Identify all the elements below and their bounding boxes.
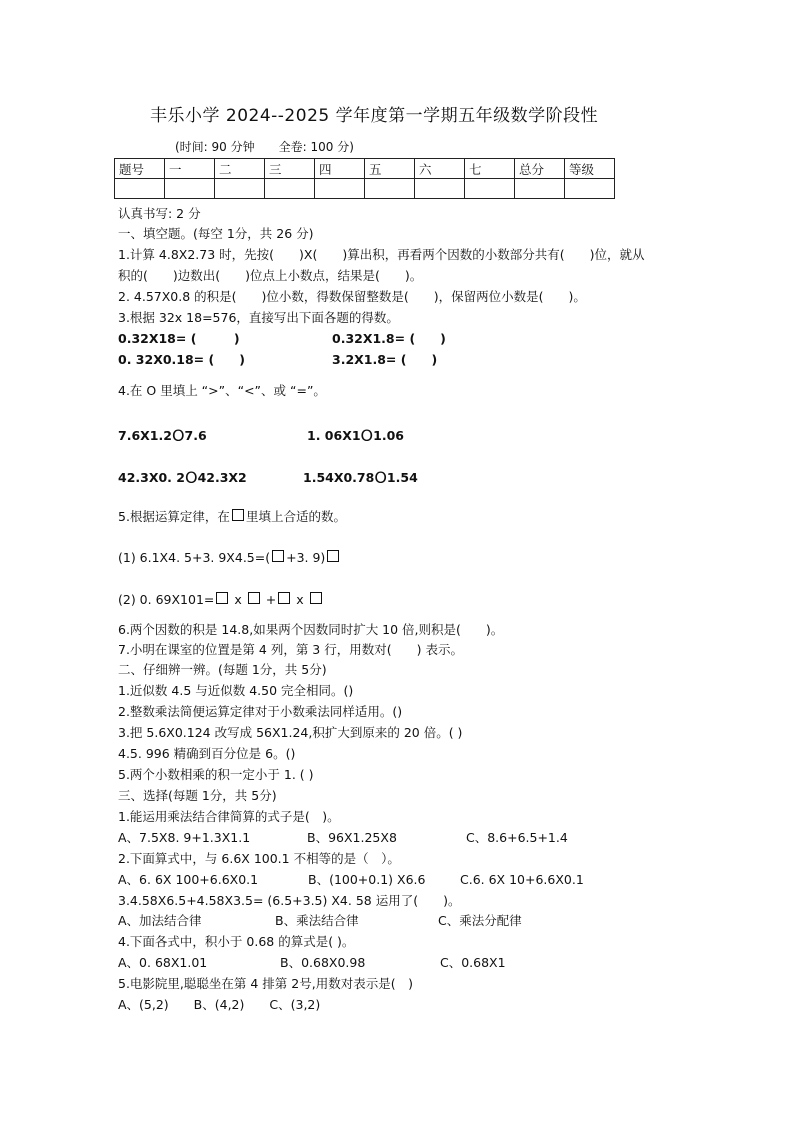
judge-1: 1.近似数 4.5 与近似数 4.50 完全相同。() (118, 683, 354, 698)
question-4d (303, 468, 418, 487)
choice-2-option-b[interactable]: B、(100+0.1) X6.6 (308, 872, 426, 887)
score-table (114, 158, 615, 199)
plus-sign: + (265, 592, 277, 607)
choice-3-option-c[interactable]: C、乘法分配律 (438, 913, 522, 928)
answer-box[interactable] (248, 592, 260, 604)
score-blank-cell[interactable] (465, 179, 515, 199)
choice-2-option-c[interactable]: C.6. 6X 10+6.6X0.1 (460, 872, 584, 887)
score-blank-cell[interactable] (165, 179, 215, 199)
score-header-cell: 三 (265, 159, 315, 179)
question-4: 4.在 O 里填上 “>”、“<”、或 “=”。 (118, 383, 326, 398)
score-header-cell: 总分 (515, 159, 565, 179)
question-5 (118, 509, 346, 524)
question-2: 2. 4.57X0.8 的积是( )位小数，得数保留整数是( )，保留两位小数是( )。 (118, 289, 586, 304)
score-header-cell: 一 (165, 159, 215, 179)
score-header-cell: 五 (365, 159, 415, 179)
compare-circle[interactable]: O (374, 468, 387, 487)
question-4c (118, 468, 247, 487)
score-blank-cell[interactable] (515, 179, 565, 199)
choice-1: 1.能运用乘法结合律简算的式子是( )。 (118, 809, 340, 824)
times-sign: x (296, 592, 304, 607)
q4a-left: 7.6X1.2 (118, 428, 172, 443)
question-3: 3.根据 32x 18=576，直接写出下面各题的得数。 (118, 310, 399, 325)
choice-4-option-c[interactable]: C、0.68X1 (440, 955, 506, 970)
q4d-right: 1.54 (386, 470, 418, 485)
choice-4-option-b[interactable]: B、0.68X0.98 (280, 955, 366, 970)
score-header-cell: 七 (465, 159, 515, 179)
score-blank-cell[interactable] (415, 179, 465, 199)
q4a-right: 7.6 (184, 428, 207, 443)
choice-3: 3.4.58X6.5+4.58X3.5= (6.5+3.5) X4. 58 运用了( )。 (118, 893, 461, 908)
question-4a (118, 426, 207, 445)
question-1-line-1: 1.计算 4.8X2.73 时，先按( )X( )算出积，再看两个因数的小数部分共有( )位，就从 (118, 247, 645, 262)
question-3c: 0. 32X0.18= ( ) (118, 352, 245, 367)
section-3-heading: 三、选择(每题 1分，共 5分) (118, 788, 277, 803)
question-6: 6.两个因数的积是 14.8,如果两个因数同时扩大 10 倍,则积是( )。 (118, 622, 504, 637)
judge-5: 5.两个小数相乘的积一定小于 1. ( ) (118, 767, 314, 782)
question-3d: 3.2X1.8= ( ) (332, 352, 438, 367)
judge-2: 2.整数乘法简便运算定律对于小数乘法同样适用。() (118, 704, 403, 719)
answer-box[interactable] (278, 592, 290, 604)
section-1-heading: 一、填空题。(每空 1分，共 26 分) (118, 226, 314, 241)
compare-circle[interactable]: O (360, 426, 374, 445)
choice-2-option-a[interactable]: A、6. 6X 100+6.6X0.1 (118, 872, 259, 887)
question-3a: 0.32X18= ( ) (118, 331, 240, 346)
choice-1-option-c[interactable]: C、8.6+6.5+1.4 (466, 830, 568, 845)
judge-3: 3.把 5.6X0.124 改写成 56X1.24,积扩大到原来的 20 倍。( ) (118, 725, 463, 740)
q5-text-1: 5.根据运算定律，在 (118, 509, 230, 524)
score-blank-cell[interactable] (365, 179, 415, 199)
score-blank-cell[interactable] (565, 179, 615, 199)
question-5-1 (118, 550, 341, 565)
question-7: 7.小明在课室的位置是第 4 列，第 3 行，用数对( ) 表示。 (118, 642, 463, 657)
question-3b: 0.32X1.8= ( ) (332, 331, 446, 346)
question-4b (307, 426, 404, 445)
q5-2-text-1: (2) 0. 69X101= (118, 592, 215, 607)
choice-4: 4.下面各式中，积小于 0.68 的算式是( )。 (118, 934, 355, 949)
exam-title: 丰乐小学 2024--2025 学年度第一学期五年级数学阶段性 (150, 106, 599, 126)
question-5-2 (118, 592, 324, 607)
choice-5-options[interactable]: A、(5,2) B、(4,2) C、(3,2) (118, 997, 321, 1012)
compare-circle[interactable]: O (171, 426, 185, 445)
exam-subtitle: (时间: 90 分钟 全卷: 100 分) (175, 140, 354, 154)
score-header-cell: 二 (215, 159, 265, 179)
score-table-header-row (115, 159, 615, 179)
q4d-left: 1.54X0.78 (303, 470, 375, 485)
neat-writing-note: 认真书写: 2 分 (118, 206, 201, 221)
times-sign: x (234, 592, 242, 607)
choice-4-option-a[interactable]: A、0. 68X1.01 (118, 955, 208, 970)
choice-3-option-a[interactable]: A、加法结合律 (118, 913, 202, 928)
choice-5: 5.电影院里,聪聪坐在第 4 排第 2号,用数对表示是( ) (118, 976, 413, 991)
score-blank-cell[interactable] (265, 179, 315, 199)
score-header-cell: 六 (415, 159, 465, 179)
judge-4: 4.5. 996 精确到百分位是 6。() (118, 746, 296, 761)
score-blank-cell[interactable] (115, 179, 165, 199)
choice-3-option-b[interactable]: B、乘法结合律 (275, 913, 359, 928)
answer-box[interactable] (232, 509, 244, 521)
score-table-blank-row (115, 179, 615, 199)
compare-circle[interactable]: O (184, 468, 198, 487)
q5-1-text-2: +3. 9) (286, 550, 326, 565)
q4c-right: 42.3X2 (197, 470, 247, 485)
score-header-cell: 题号 (115, 159, 165, 179)
q5-1-text-1: (1) 6.1X4. 5+3. 9X4.5=( (118, 550, 271, 565)
q4b-left: 1. 06X1 (307, 428, 361, 443)
answer-box[interactable] (272, 550, 284, 562)
answer-box[interactable] (216, 592, 228, 604)
choice-1-option-b[interactable]: B、96X1.25X8 (307, 830, 397, 845)
question-1-line-2: 积的( )边数出( )位点上小数点，结果是( )。 (118, 268, 423, 283)
choice-1-option-a[interactable]: A、7.5X8. 9+1.3X1.1 (118, 830, 251, 845)
section-2-heading: 二、仔细辨一辨。(每题 1分，共 5分) (118, 662, 327, 677)
q5-text-2: 里填上合适的数。 (245, 509, 346, 524)
choice-2: 2.下面算式中，与 6.6X 100.1 不相等的是（ ）。 (118, 851, 400, 866)
answer-box[interactable] (327, 550, 339, 562)
score-header-cell: 等级 (565, 159, 615, 179)
q4c-left: 42.3X0. 2 (118, 470, 185, 485)
score-header-cell: 四 (315, 159, 365, 179)
score-blank-cell[interactable] (215, 179, 265, 199)
answer-box[interactable] (310, 592, 322, 604)
q4b-right: 1.06 (373, 428, 404, 443)
score-blank-cell[interactable] (315, 179, 365, 199)
